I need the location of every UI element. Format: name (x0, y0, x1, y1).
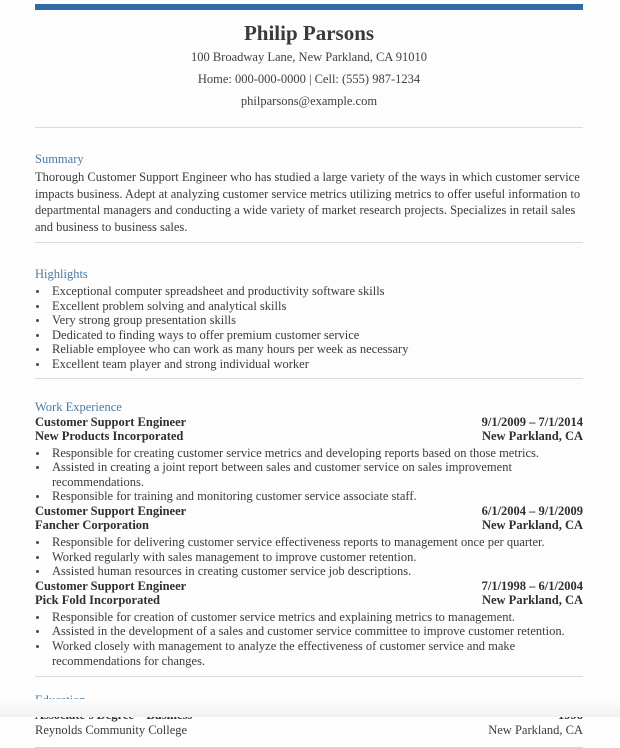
job-company-row (35, 593, 583, 608)
resume-page (0, 4, 620, 738)
job-company-row (35, 429, 583, 444)
email-line: philparsons@example.com (240, 94, 378, 108)
work-experience-heading: Work Experience (35, 399, 122, 414)
education-location: New Parkland, CA (488, 723, 583, 738)
top-accent-bar (35, 4, 583, 10)
highlights-heading: Highlights (35, 267, 88, 281)
highlight-item: • Very strong group presentation skills (49, 313, 583, 328)
phone-line: Home: 000-000-0000 | Cell: (555) 987-1234 (197, 72, 421, 86)
highlight-item: • Exceptional computer spreadsheet and productivity software skills (49, 284, 583, 299)
job-duty: • Responsible for training and monitoring customer service associate staff. (49, 489, 583, 504)
education-school-row (35, 723, 583, 738)
page-bottom-fade (0, 699, 620, 717)
highlight-item: • Reliable employee who can work as many hours per week as necessary (49, 342, 583, 357)
job-dates: 6/1/2004 – 9/1/2009 (481, 503, 583, 518)
job-duty: • Responsible for creation of customer service metrics and explaining metrics to management. (49, 610, 583, 625)
job-entry (35, 504, 583, 579)
job-duty: • Assisted human resources in creating customer service job descriptions. (49, 564, 583, 579)
job-duty: • Responsible for creating customer service metrics and developing reports based on those metrics. (49, 446, 583, 461)
job-entry (35, 579, 583, 668)
resume-header (35, 20, 583, 127)
job-duties-list (35, 446, 583, 504)
job-location: New Parkland, CA (481, 429, 583, 444)
job-duty: • Worked closely with management to analyze the effectiveness of customer service and make recommendations for changes. (49, 639, 583, 668)
job-title-row (35, 579, 583, 594)
person-name: Philip Parsons (243, 21, 375, 45)
job-entry (35, 415, 583, 504)
job-duty: • Assisted in creating a joint report between sales and customer service on sales improvement recommendations. (49, 460, 583, 489)
education-school: Reynolds Community College (35, 723, 188, 738)
job-title: Customer Support Engineer (35, 578, 187, 593)
job-title-row (35, 504, 583, 519)
highlight-item: • Dedicated to finding ways to offer premium customer service (49, 328, 583, 343)
job-company: Pick Fold Incorporated (35, 593, 160, 608)
summary-heading: Summary (35, 152, 84, 166)
summary-section (35, 127, 583, 242)
address-line: 100 Broadway Lane, New Parkland, CA 91010 (190, 50, 428, 64)
highlight-item: • Excellent team player and strong individual worker (49, 357, 583, 372)
summary-text: Thorough Customer Support Engineer who has studied a large variety of the ways in which customer service impacts business. Adept at analyzing customer service metrics utilizing metrics to offer useful information to departmental managers and conducting a wide variety of market research projects. Specializes in retail sales and business to business sales. (35, 170, 581, 234)
highlights-list (35, 284, 583, 372)
job-dates: 7/1/1998 – 6/1/2004 (481, 578, 583, 593)
job-title: Customer Support Engineer (35, 503, 187, 518)
work-experience-section (35, 378, 583, 677)
job-duty: • Worked regularly with sales management to improve customer retention. (49, 550, 583, 565)
job-company: New Products Incorporated (35, 429, 184, 444)
job-dates: 9/1/2009 – 7/1/2014 (481, 414, 583, 429)
job-location: New Parkland, CA (481, 518, 583, 533)
job-duties-list (35, 610, 583, 668)
job-duties-list (35, 535, 583, 579)
highlight-item: • Excellent problem solving and analytical skills (49, 299, 583, 314)
highlights-section (35, 242, 583, 378)
job-title: Customer Support Engineer (35, 414, 187, 429)
job-duty: • Responsible for delivering customer service effectiveness reports to management once per quarter. (49, 535, 583, 550)
job-company-row (35, 518, 583, 533)
job-company: Fancher Corporation (35, 518, 149, 533)
job-location: New Parkland, CA (481, 593, 583, 608)
job-duty: • Assisted in the development of a sales and customer service committee to improve customer retention. (49, 624, 583, 639)
job-title-row (35, 415, 583, 430)
